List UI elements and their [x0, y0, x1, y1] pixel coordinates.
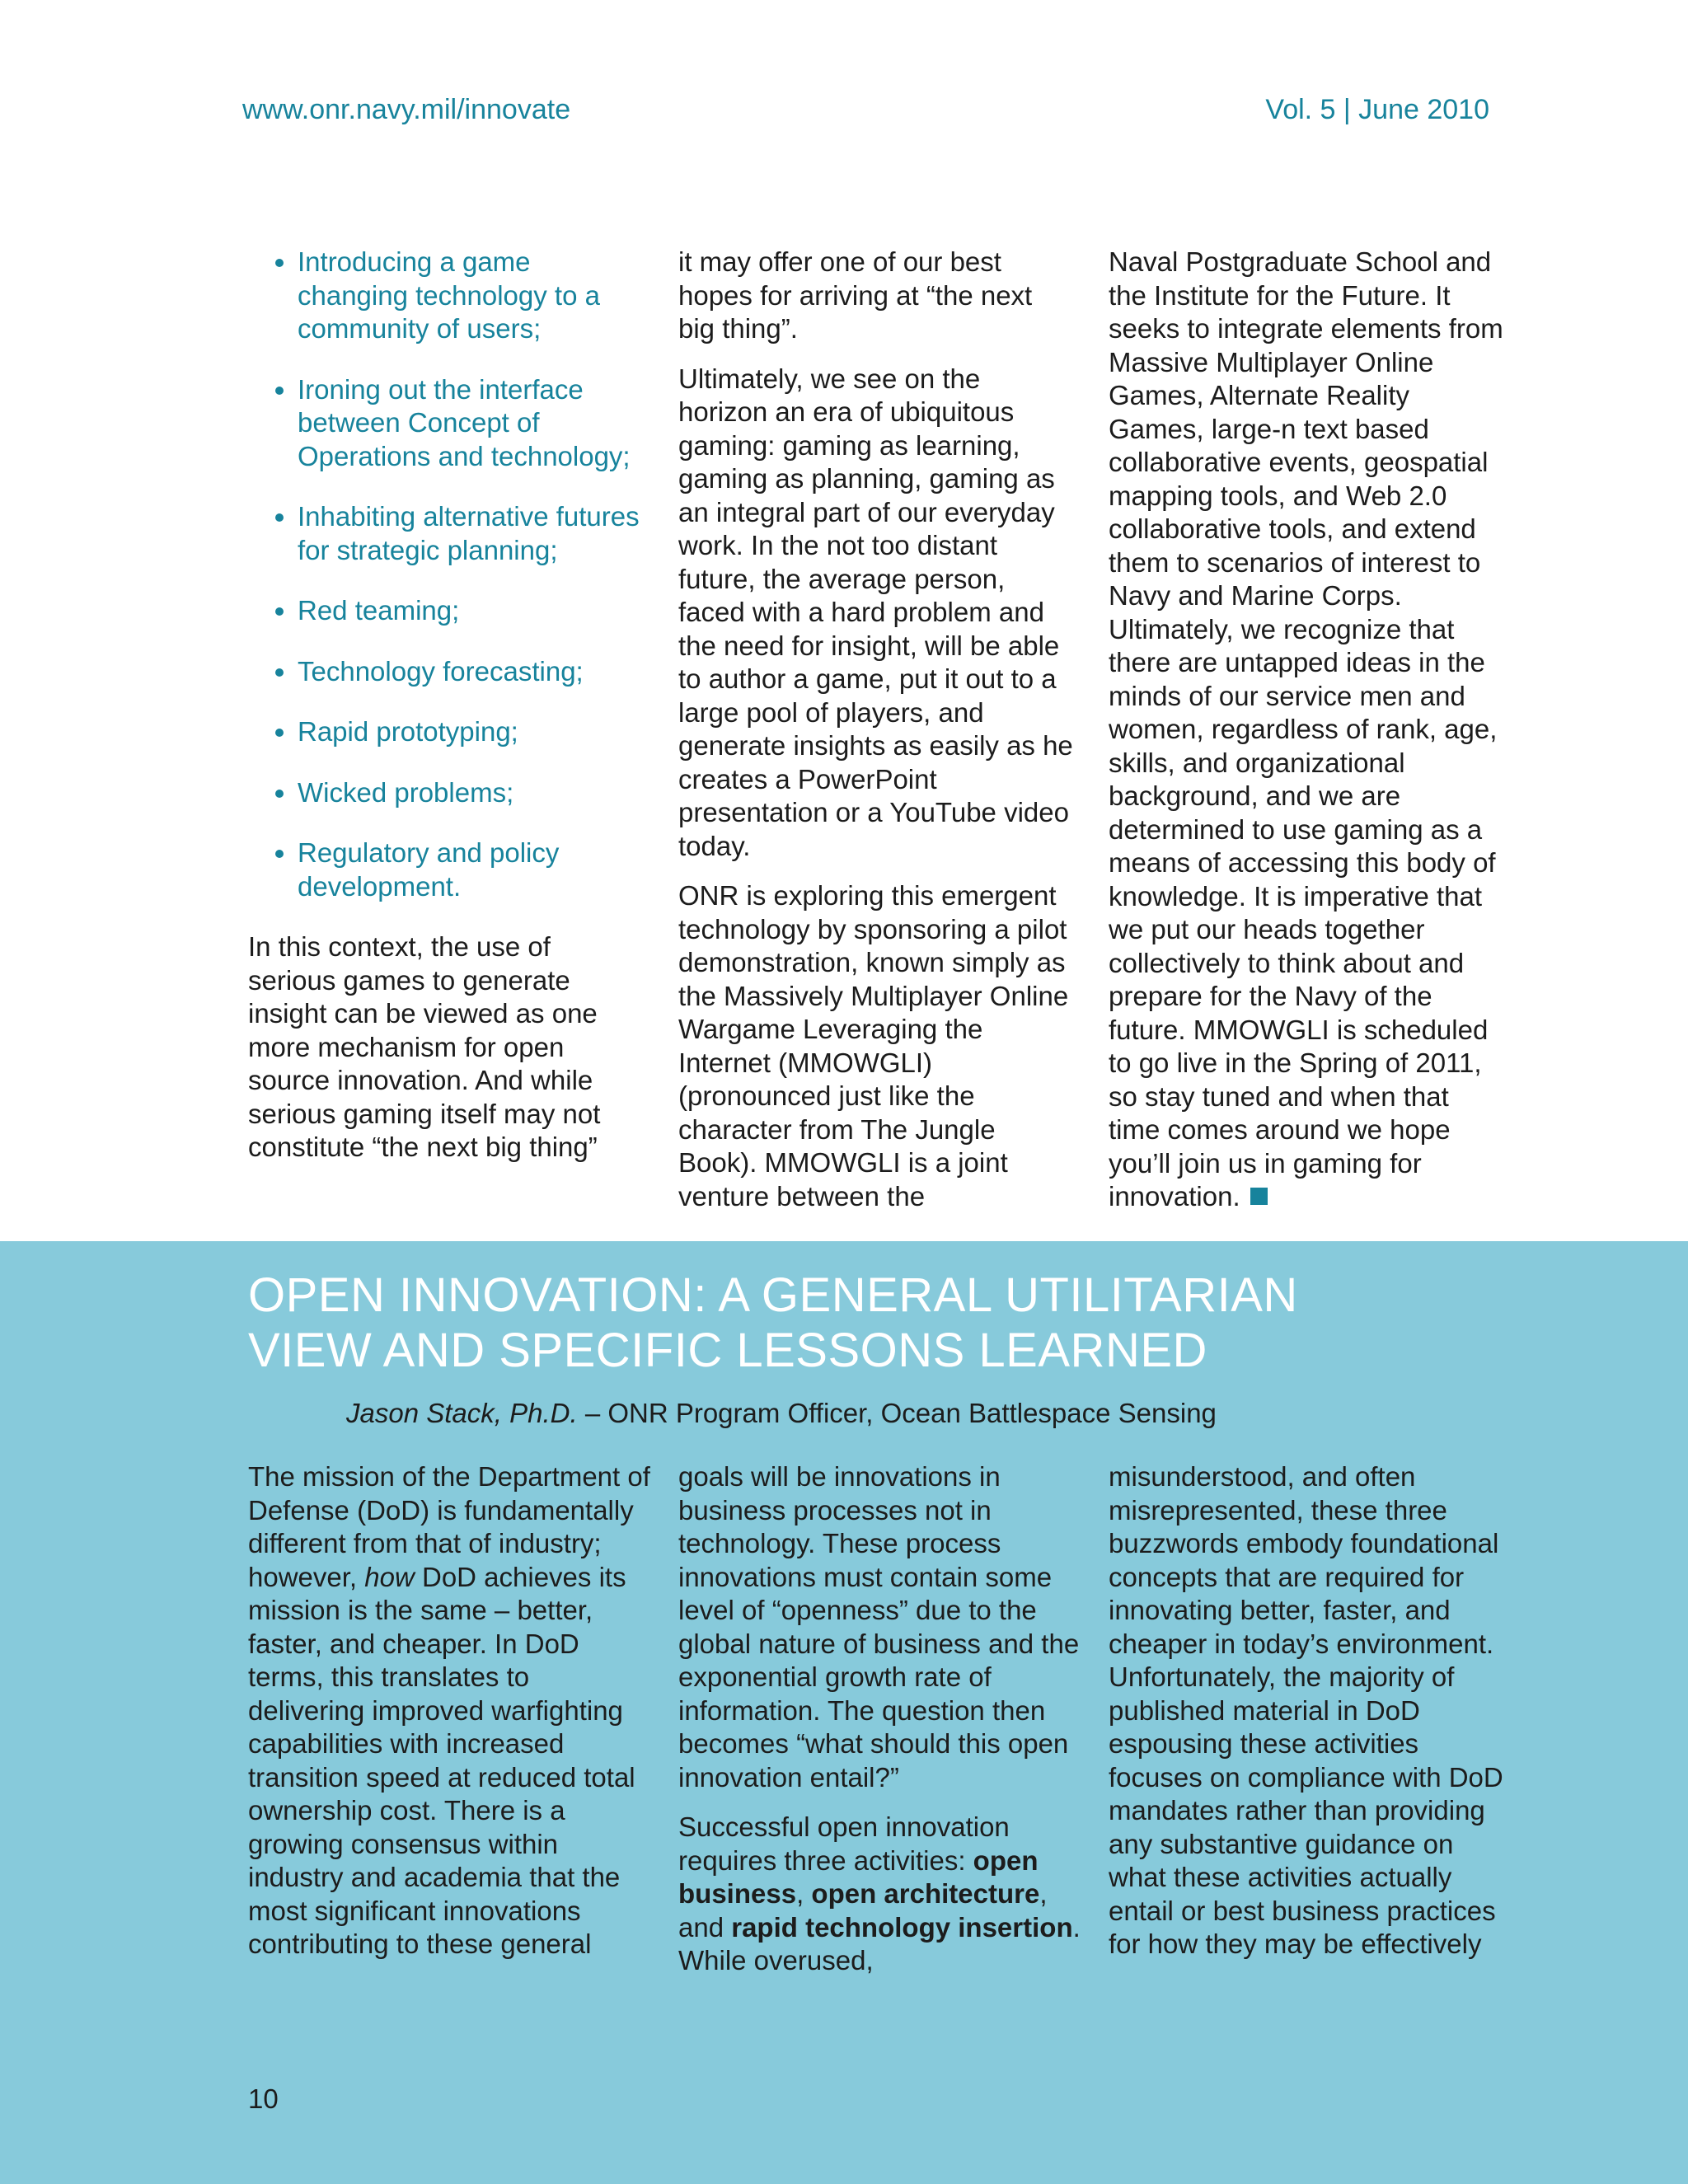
body-text: Naval Postgraduate School and the Institute for the Future. It seeks to integrate elements from Massive Multiplayer Online Games, Alternate Reality Games, large-n text based collaborative events, geospatial mapping tools, and Web 2.0 collaborative tools, and extend them to scenarios of interest to Navy and Marine Corps. Ultimately, we recognize that there are untapped ideas in the minds of our service men and women, regardless of rank, age, skills, and organizational background, and we are determined to use gaming as a means of accessing this body of knowledge. It is imperative that we put our heads together collectively to think about and prepare for the Navy of the future. MMOWGLI is scheduled to go live in the Spring of 2011, so stay tuned and when that time comes around we hope you’ll join us in gaming for innovation.	[1109, 246, 1503, 1212]
volume-date: Vol. 5 | June 2010	[1265, 94, 1489, 125]
body-text: Successful open innovation requires three activities:	[678, 1811, 1010, 1876]
emphasis-text: how	[364, 1561, 415, 1592]
body-text: DoD achieves its mission is the same – better, faster, and cheaper. In DoD terms, this translates to delivering improved warfighting capabilities with increased transition speed at reduced total ownership cost. There is a growing consensus within industry and academia that the most significant innovations contributing to these general	[248, 1561, 635, 1959]
author-role: – ONR Program Officer, Ocean Battlespace Sensing	[584, 1398, 1217, 1428]
bold-term: open business	[678, 1844, 1039, 1909]
top-article-column-2	[678, 246, 1074, 1230]
bottom-article-column-1	[248, 1460, 652, 1978]
list-item: Red teaming;	[298, 594, 644, 628]
list-item: Inhabiting alternative futures for strategic planning;	[298, 500, 644, 567]
bottom-article-column-2	[678, 1460, 1082, 1994]
body-paragraph	[248, 1460, 652, 1961]
top-article-column-3	[1109, 246, 1504, 1230]
title-line-1: OPEN INNOVATION: A GENERAL UTILITARIAN	[248, 1268, 1298, 1322]
list-item: Ironing out the interface between Concept of Operations and technology;	[298, 373, 644, 474]
body-paragraph: it may offer one of our best hopes for arriving at “the next big thing”.	[678, 246, 1033, 344]
top-article-column-1	[248, 246, 644, 1181]
body-paragraph: misunderstood, and often misrepresented, these three buzzwords embody foundational concepts that are required for innovating better, faster, and cheaper in today’s environment. Unfortunately, the majority of published material in DoD espousing these activities focuses on compliance with DoD mandates rather than providing any substantive guidance on what these activities actually entail or best business practices for how they may be effectively	[1109, 1461, 1503, 1959]
bullet-list	[248, 246, 644, 903]
body-text: . While overused,	[678, 1911, 1081, 1975]
body-paragraph	[678, 1811, 1082, 1978]
body-text: The mission of the Department of Defense (DoD) is fundamentally different from that of industry; however,	[248, 1461, 650, 1592]
end-of-article-mark	[1250, 1188, 1268, 1205]
article-title	[248, 1268, 1649, 1378]
body-paragraph: Ultimately, we see on the horizon an era of ubiquitous gaming: gaming as learning, gaming as planning, gaming as an integral part of our everyday work. In the not too distant future, the average person, faced with a hard problem and the need for insight, will be able to author a game, put it out to a large pool of players, and generate insights as easily as he creates a PowerPoint presentation or a YouTube video today.	[678, 363, 1073, 861]
list-item: Rapid prototyping;	[298, 715, 644, 749]
body-paragraph: goals will be innovations in business processes not in technology. These process innovations must contain some level of “openness” due to the global nature of business and the exponential growth rate of information. The question then becomes “what should this open innovation entail?”	[678, 1461, 1080, 1793]
body-paragraph: In this context, the use of serious games to generate insight can be viewed as one more mechanism for open source innovation. And while serious gaming itself may not constitute “the next big thing”	[248, 931, 601, 1162]
body-paragraph	[1109, 246, 1504, 1214]
page-number: 10	[248, 2083, 279, 2114]
bold-term: open architecture	[811, 1878, 1040, 1909]
list-item: Introducing a game changing technology to a community of users;	[298, 246, 644, 346]
byline	[346, 1398, 1217, 1429]
site-url[interactable]: www.onr.navy.mil/innovate	[242, 94, 571, 125]
list-item: Wicked problems;	[298, 776, 644, 810]
list-item: Regulatory and policy development.	[298, 837, 644, 903]
title-line-2: VIEW AND SPECIFIC LESSONS LEARNED	[248, 1324, 1207, 1377]
bottom-article-column-3	[1109, 1460, 1512, 1978]
body-text: , and	[678, 1878, 1048, 1943]
body-text: ,	[796, 1878, 804, 1909]
body-paragraph: ONR is exploring this emergent technology by sponsoring a pilot demonstration, known simply as the Massively Multiplayer Online Wargame Leveraging the Internet (MMOWGLI) (pronounced just like the character from The Jungle Book). MMOWGLI is a joint venture between the	[678, 880, 1069, 1212]
bold-term: rapid technology insertion	[731, 1911, 1073, 1943]
list-item: Technology forecasting;	[298, 655, 644, 689]
author-name: Jason Stack, Ph.D.	[346, 1398, 578, 1428]
